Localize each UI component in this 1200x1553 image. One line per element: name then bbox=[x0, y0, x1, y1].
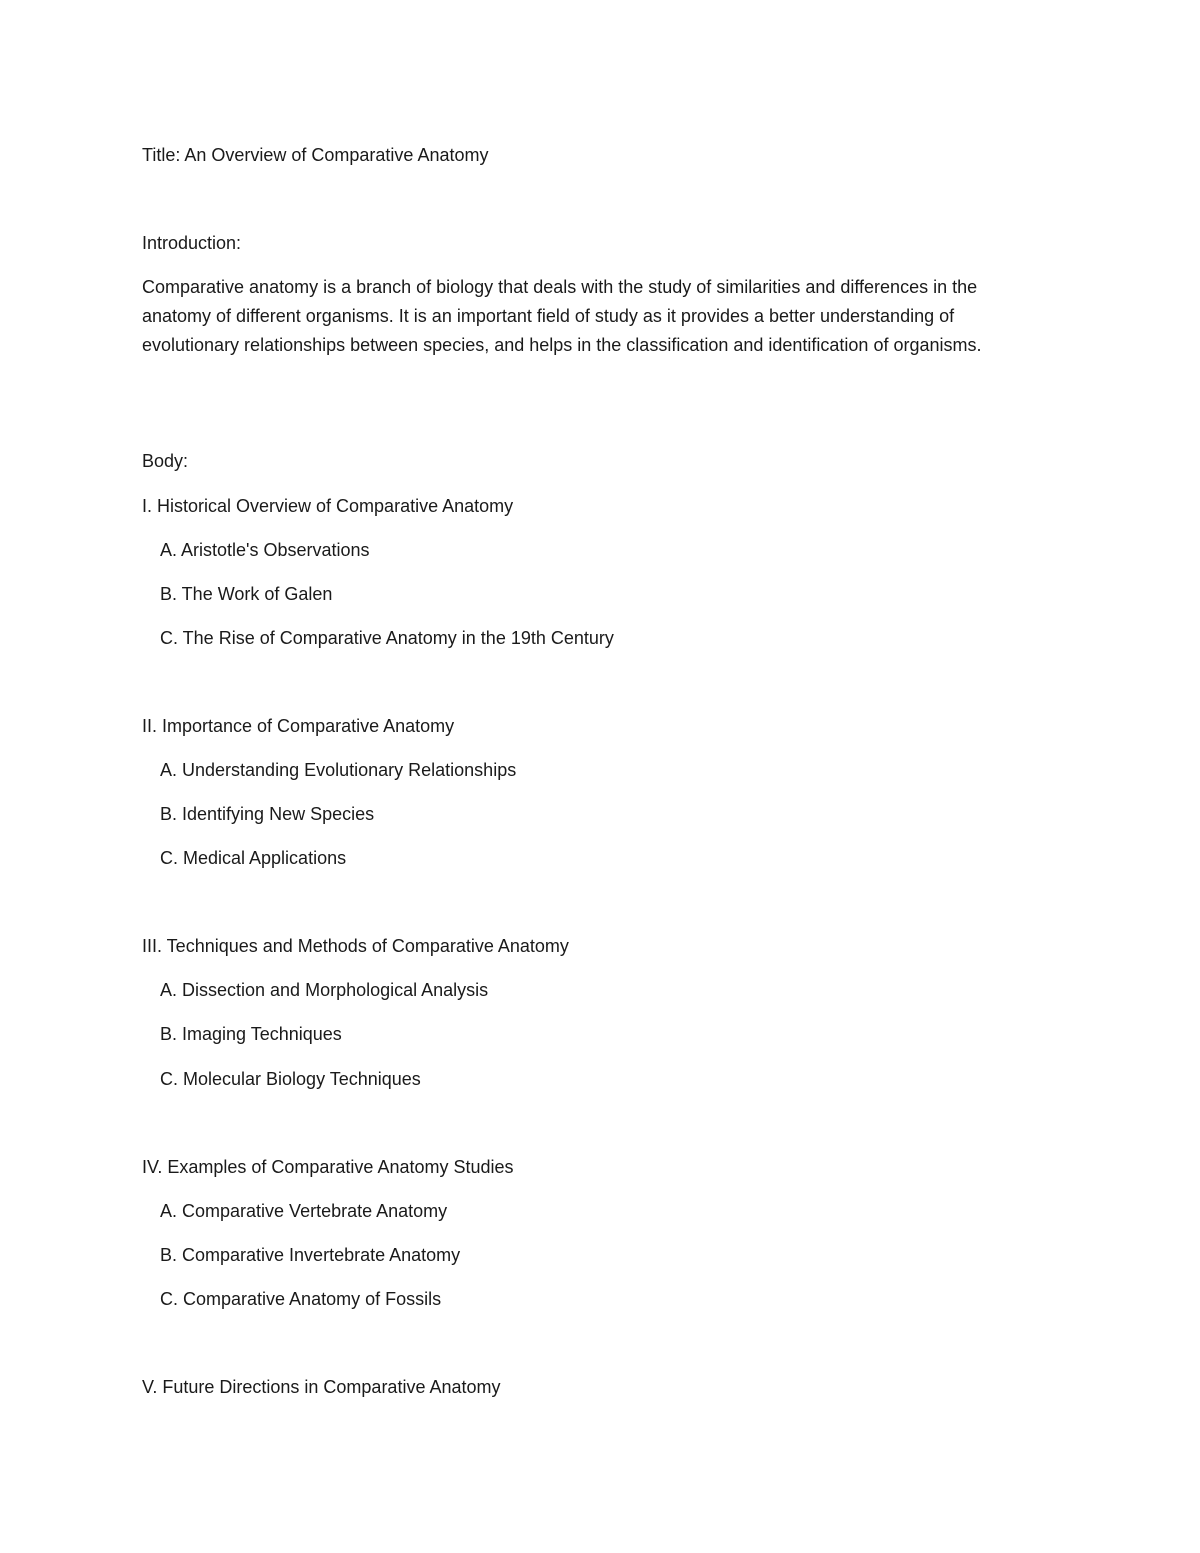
document-title: Title: An Overview of Comparative Anatomy bbox=[142, 145, 489, 165]
outline-item: C. Molecular Biology Techniques bbox=[160, 1069, 421, 1089]
outline-item: B. Comparative Invertebrate Anatomy bbox=[160, 1245, 461, 1265]
outline-item: B. Imaging Techniques bbox=[160, 1024, 342, 1044]
section-heading: II. Importance of Comparative Anatomy bbox=[142, 716, 455, 736]
outline-item: A. Comparative Vertebrate Anatomy bbox=[160, 1201, 448, 1221]
outline-item: C. The Rise of Comparative Anatomy in the 19th Century bbox=[160, 628, 614, 648]
body-heading: Body: bbox=[142, 451, 189, 471]
section-heading: V. Future Directions in Comparative Anatomy bbox=[142, 1377, 501, 1397]
outline-item: B. Identifying New Species bbox=[160, 804, 375, 824]
outline-item: A. Understanding Evolutionary Relationships bbox=[160, 760, 517, 780]
outline-item: C. Medical Applications bbox=[160, 848, 347, 868]
outline-item: A. Aristotle's Observations bbox=[160, 540, 370, 560]
outline-item: A. Dissection and Morphological Analysis bbox=[160, 980, 489, 1000]
outline-item: C. Comparative Anatomy of Fossils bbox=[160, 1289, 442, 1309]
section-heading: I. Historical Overview of Comparative Anatomy bbox=[142, 496, 514, 516]
outline-item: B. The Work of Galen bbox=[160, 584, 333, 604]
introduction-heading: Introduction: bbox=[142, 233, 242, 253]
introduction-paragraph: Comparative anatomy is a branch of biology that deals with the study of similarities and differences in the anatomy of different organisms. It is an important field of study as it provides a better understanding of evolutionary relationships between species, and helps in the classification and identification of organisms. bbox=[142, 277, 982, 355]
section-heading: IV. Examples of Comparative Anatomy Studies bbox=[142, 1157, 514, 1177]
section-heading: III. Techniques and Methods of Comparative Anatomy bbox=[142, 936, 569, 956]
